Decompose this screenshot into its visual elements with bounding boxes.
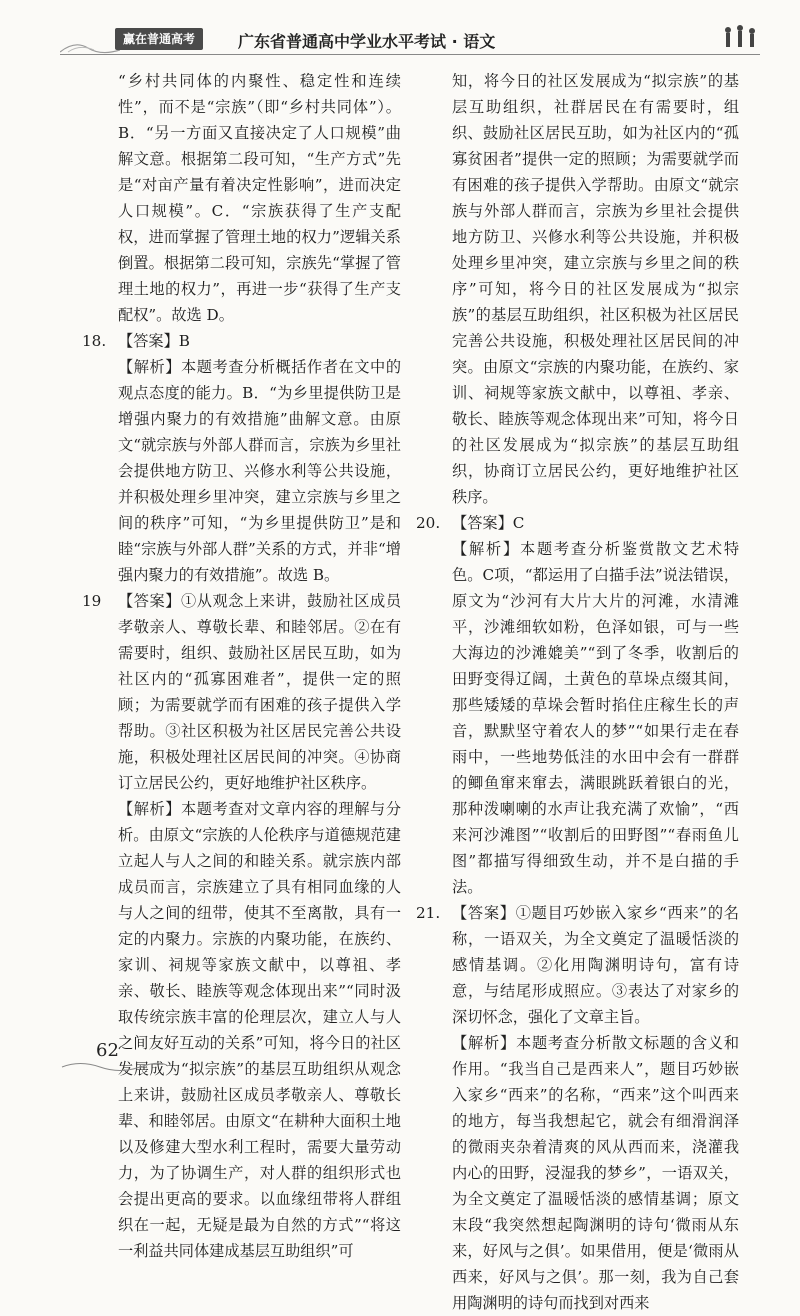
question-21 [416,900,739,1316]
answer: 【答案】C [452,514,525,532]
question-number: 19 [82,592,102,610]
series-badge: 赢在普通高考 [115,28,203,50]
header-title: 广东省普通高中学业水平考试 · 语文 [238,32,496,51]
figures-icon [720,24,760,54]
answer: 【答案】①题目巧妙嵌入家乡“西来”的名称，一语双关，为全文奠定了温暖恬淡的感情基调。②化用陶渊明诗句，富有诗意，与结尾形成照应。③表达了对家乡的深切怀念，强化了文章主旨。 [452,904,739,1026]
ink-landscape-decoration [60,34,120,54]
analysis: 【解析】本题考查分析概括作者在文中的观点态度的能力。B．“为乡里提供防卫是增强内聚力的有效措施”曲解文意。由原文“就宗族与外部人群而言，宗族为乡里社会提供地方防卫、兴修水利等公共设施，并积极处理乡里冲突，建立宗族与乡里之间的秩序”可知，“为乡里提供防卫”是和睦“宗族与外部人群”关系的方式，并非“增强内聚力的有效措施”。故选 B。 [118,358,401,584]
analysis: 【解析】本题考查对文章内容的理解与分析。由原文“宗族的人伦秩序与道德规范建立起人与人之间的和睦关系。就宗族内部成员而言，宗族建立了具有相同血缘的人与人之间的纽带，使其不至离散，具有一定的内聚力。宗族的内聚功能，在族约、家训、祠规等家族文献中，以尊祖、孝亲、敬长、睦族等观念体现出来”“同时汲取传统宗族丰富的伦理层次，建立人与人之间友好互动的关系”可知，将今日的社区发展成为“拟宗族”的基层互助组织从观念上来讲，鼓励社区成员孝敬亲人、尊敬长辈、和睦邻居。由原文“在耕种大面积土地以及修建大型水利工程时，需要大量劳动力，为了协调生产，对人群的组织形式也会提出更高的要求。以血缘纽带将人群组织在一起，无疑是最为自然的方式”“将这一利益共同体建成基层互助组织”可 [118,800,401,1260]
question-number: 18. [82,332,107,350]
footer-flourish-decoration [60,1060,170,1074]
analysis: 【解析】本题考查分析散文标题的含义和作用。“我当自己是西来人”，题目巧妙嵌入家乡“西来”的名称，“西来”这个叫西来的地方，每当我想起它，就会有细滑润泽的微雨夹杂着清爽的风从西而来，浇灌我内心的田野，浸湿我的梦乡”，一语双关，为全文奠定了温暖恬淡的感情基调；原文末段“我突然想起陶渊明的诗句‘微雨从东来，好风与之俱’。如果借用，便是‘微雨从西来，好风与之俱’。那一刻，我为自己套用陶渊明的诗句而找到对西来 [452,1034,739,1312]
q19-continuation: 知，将今日的社区发展成为“拟宗族”的基层互助组织，社群居民在有需要时，组织、鼓励社区居民互助，如为社区内的“孤寡贫困者”提供一定的照顾；为需要就学而有困难的孩子提供入学帮助。由原文“就宗族与外部人群而言，宗族为乡里社会提供地方防卫、兴修水利等公共设施，并积极处理乡里冲突，建立宗族与乡里之间的秩序”可知，将今日的社区发展成为“拟宗族”的基层互助组织，社区积极为社区居民完善公共设施，积极处理社区居民间的冲突。由原文“宗族的内聚功能，在族约、家训、祠规等家族文献中，以尊祖、孝亲、敬长、睦族等观念体现出来”可知，将今日的社区发展成为“拟宗族”的基层互助组织，协商订立居民公约，更好地维护社区秩序。 [452,72,739,506]
question-18 [82,328,401,588]
question-20 [416,510,739,900]
answer: 【答案】B [118,332,190,350]
page-number: 62 [96,1040,119,1061]
question-number: 20. [416,514,441,532]
analysis: 【解析】本题考查分析鉴赏散文艺术特色。C项，“都运用了白描手法”说法错误，原文为“沙河有大片大片的河滩，水清滩平，沙滩细软如粉，色泽如银，可与一些大海边的沙滩媲美”“到了冬季，收割后的田野变得辽阔，土黄色的草垛点缀其间，那些矮矮的草垛会暂时掐住庄稼生长的声音，默默坚守着农人的梦”“如果行走在春雨中，一些地势低洼的水田中会有一群群的鲫鱼窜来窜去，满眼跳跃着银白的光，那种泼喇喇的水声让我充满了欢愉”，“西来河沙滩图”“收割后的田野图”“春雨鱼儿图”都描写得细致生动，并不是白描的手法。 [452,540,739,896]
question-number: 21. [416,904,441,922]
q17-continuation: “乡村共同体的内聚性、稳定性和连续性”，而不是“宗族”（即“乡村共同体”）。B．“另一方面又直接决定了人口规模”曲解文意。根据第二段可知，“生产方式”先是“对亩产量有着决定性影响”，进而决定人口规模”。C．“宗族获得了生产支配权，进而掌握了管理土地的权力”逻辑关系倒置。根据第二段可知，宗族先“掌握了管理土地的权力”，再进一步“获得了生产支配权”。故选 D。 [118,72,401,324]
right-column [416,68,739,1316]
page-header [60,16,760,56]
header-rule [60,54,760,55]
answer: 【答案】①从观念上来讲，鼓励社区成员孝敬亲人、尊敬长辈、和睦邻居。②在有需要时，组织、鼓励社区居民互助，如为社区内的“孤寡困难者”，提供一定的照顾；为需要就学而有困难的孩子提供入学帮助。③社区积极为社区居民完善公共设施，积极处理社区居民间的冲突。④协商订立居民公约，更好地维护社区秩序。 [118,592,401,792]
